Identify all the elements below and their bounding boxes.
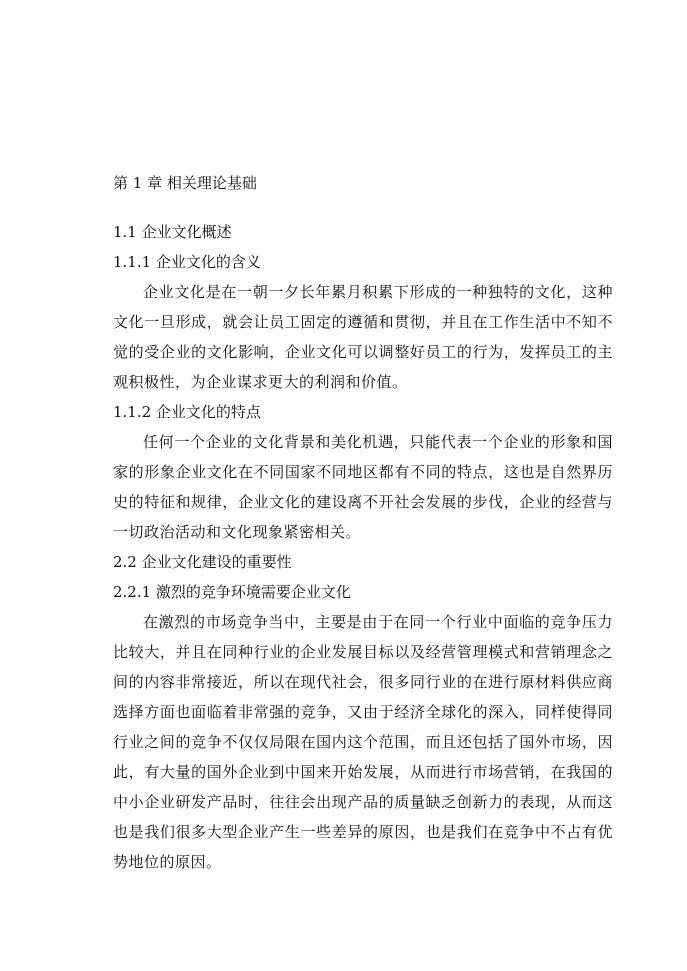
paragraph-competition: 在激烈的市场竞争当中，主要是由于在同一个行业中面临的竞争压力比较大，并且在同种行业的企业发展目标以及经营管理模式和营销理念之间的内容非常接近，所以在现代社会，很多同行业的在进行原材料供应商选择方面也面临着非常强的竞争，又由于经济全球化的深入，同样使得同行业之间的竞争不仅仅局限在国内这个范围，而且还包括了国外市场，因此，有大量的国外企业到中国来开始发展，从而进行市场营销，在我国的中小企业研发产品时，往往会出现产品的质量缺乏创新力的表现，从而这也是我们很多大型企业产生一些差异的原因，也是我们在竞争中不占有优势地位的原因。 (113, 613, 613, 871)
section-heading-1-1: 1.1 企业文化概述 (113, 223, 232, 241)
document-body (113, 171, 613, 877)
paragraph-culture-meaning: 企业文化是在一朝一夕长年累月积累下形成的一种独特的文化，这种文化一旦形成，就会让员工固定的遵循和贯彻，并且在工作生活中不知不觉的受企业的文化影响，企业文化可以调整好员工的行为，发挥员工的主观积极性，为企业谋求更大的利润和价值。 (113, 283, 613, 391)
subsection-heading-2-2-1: 2.2.1 激烈的竞争环境需要企业文化 (113, 583, 351, 601)
subsection-heading-1-1-1: 1.1.1 企业文化的含义 (113, 253, 261, 271)
subsection-heading-1-1-2: 1.1.2 企业文化的特点 (113, 403, 261, 421)
paragraph-culture-features: 任何一个企业的文化背景和美化机遇，只能代表一个企业的形象和国家的形象企业文化在不同国家不同地区都有不同的特点，这也是自然界历史的特征和规律，企业文化的建设离不开社会发展的步伐，企业的经营与一切政治活动和文化现象紧密相关。 (113, 433, 613, 541)
section-heading-2-2: 2.2 企业文化建设的重要性 (113, 553, 292, 571)
chapter-title: 第 1 章 相关理论基础 (113, 174, 257, 192)
